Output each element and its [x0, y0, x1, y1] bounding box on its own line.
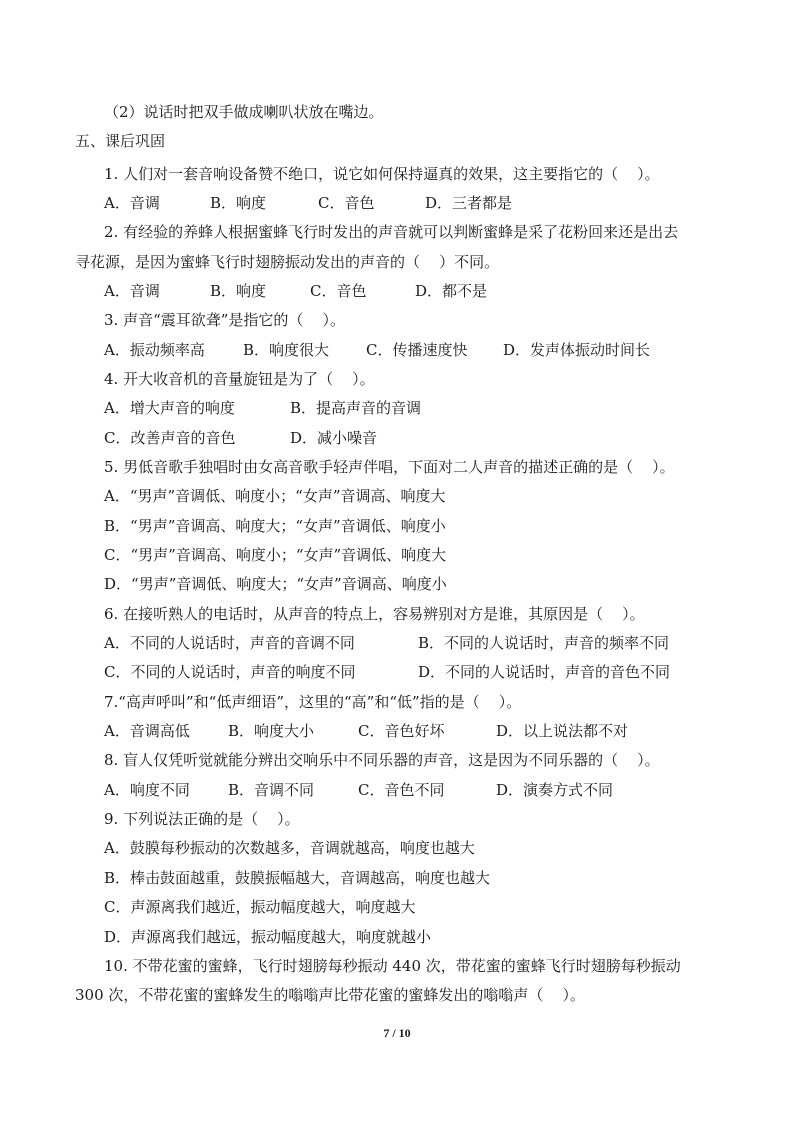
- options-q4-row1: A．增大声音的响度 B．提高声音的音调: [104, 399, 422, 417]
- page-number: 7 / 10: [383, 1026, 411, 1040]
- text-line-method: （2）说话时把双手做成喇叭状放在嘴边。: [104, 103, 384, 121]
- question-4: 4. 开大收音机的音量旋钮是为了（ ）。: [104, 370, 375, 388]
- question-10-cont: 300 次，不带花蜜的蜜蜂发生的嗡嗡声比带花蜜的蜜蜂发出的嗡嗡声（ ）。: [75, 986, 585, 1004]
- options-q4-row2: C．改善声音的音色 D．减小噪音: [104, 429, 378, 447]
- options-q7: A．音调高低 B．响度大小 C．音色好坏 D．以上说法都不对: [104, 722, 629, 740]
- question-1: 1. 人们对一套音响设备赞不绝口，说它如何保持逼真的效果，这主要指它的（ ）。: [104, 165, 660, 183]
- option-q5-b: B．“男声”音调高、响度大；“女声”音调低、响度小: [104, 517, 446, 535]
- question-2: 2. 有经验的养蜂人根据蜜蜂飞行时发出的声音就可以判断蜜蜂是采了花粉回来还是出去: [104, 223, 679, 241]
- options-q8: A．响度不同 B．音调不同 C．音色不同 D．演奏方式不同: [104, 781, 614, 799]
- option-q9-b: B．棒击鼓面越重，鼓膜振幅越大，音调越高，响度也越大: [104, 869, 491, 887]
- option-q9-c: C．声源离我们越近，振动幅度越大，响度越大: [104, 898, 416, 916]
- option-q9-d: D．声源离我们越远，振动幅度越大，响度就越小: [104, 928, 432, 946]
- option-q5-c: C．“男声”音调高、响度小；“女声”音调低、响度大: [104, 546, 447, 564]
- option-q5-a: A．“男声”音调低、响度小；“女声”音调高、响度大: [104, 487, 446, 505]
- option-q9-a: A．鼓膜每秒振动的次数越多，音调就越高，响度也越大: [104, 839, 475, 857]
- option-q5-d: D．“男声”音调低、响度大；“女声”音调高、响度小: [104, 575, 447, 593]
- section-heading: 五、课后巩固: [75, 132, 166, 150]
- options-q1: A．音调 B．响度 C．音色 D．三者都是: [104, 194, 513, 212]
- options-q2: A．音调 B．响度 C．音色 D．都不是: [104, 282, 488, 300]
- options-q3: A．振动频率高 B．响度很大 C．传播速度快 D．发声体振动时间长: [104, 341, 651, 359]
- question-5: 5. 男低音歌手独唱时由女高音歌手轻声伴唱，下面对二人声音的描述正确的是（ ）。: [104, 458, 675, 476]
- options-q6-row2: C．不同的人说话时，声音的响度不同 D．不同的人说话时，声音的音色不同: [104, 663, 671, 681]
- question-8: 8. 盲人仅凭听觉就能分辨出交响乐中不同乐器的声音，这是因为不同乐器的（ ）。: [104, 751, 660, 769]
- question-6: 6. 在接听熟人的电话时，从声音的特点上，容易辨别对方是谁，其原因是（ ）。: [104, 605, 645, 623]
- options-q6-row1: A．不同的人说话时，声音的音调不同 B．不同的人说话时，声音的频率不同: [104, 634, 670, 652]
- question-2-cont: 寻花源，是因为蜜蜂飞行时翅膀振动发出的声音的（ ）不同。: [75, 253, 500, 271]
- question-7: 7.“高声呼叫”和“低声细语”，这里的“高”和“低”指的是（ ）。: [104, 693, 522, 711]
- question-3: 3. 声音“震耳欲聋”是指它的（ ）。: [104, 311, 345, 329]
- question-10: 10. 不带花蜜的蜜蜂，飞行时翅膀每秒振动 440 次，带花蜜的蜜蜂飞行时翅膀每秒振动: [104, 957, 681, 975]
- question-9: 9. 下列说法正确的是（ ）。: [104, 810, 300, 828]
